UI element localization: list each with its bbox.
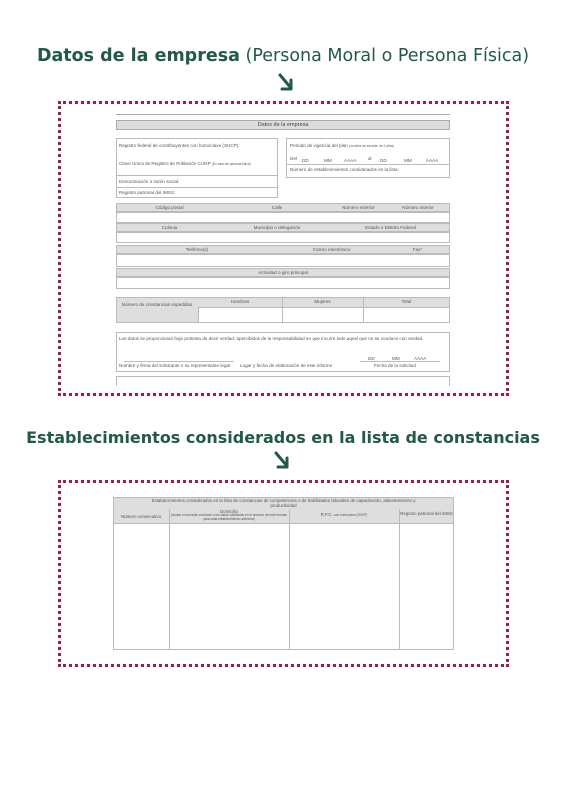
date-dd: DD — [302, 158, 309, 163]
list-title: Establecimientos considerados en la lista de constancias de competencias o de habilidades laborales de capacitación, adiestramiento y productividad — [151, 498, 416, 508]
num-establecimientos-label: Número de establecimientos considerados en la lista: — [290, 167, 399, 172]
heading-bold-text: Datos de la empresa — [36, 46, 240, 66]
date-aaaa: AAAA — [344, 158, 357, 163]
section-heading-establishments: Establecimientos considerados en la lista de constancias — [26, 428, 540, 447]
column-divider — [169, 509, 170, 650]
heading-light-text: (Persona Moral o Persona Física) — [245, 46, 530, 66]
colonia-header: Colonia — [161, 225, 178, 230]
actividad-input-row — [116, 277, 450, 289]
divider — [116, 175, 278, 176]
fecha-label: Fecha de la solicitud — [374, 363, 416, 368]
numero-exterior-header: Número exterior — [342, 205, 375, 210]
numero-interior-header: Número interior — [402, 205, 434, 210]
location-input-row — [116, 232, 450, 243]
declaration-text: Los datos se proporcionan bajo protesta de decir verdad, apercibidos de la responsabilidad en que incurre todo aquel que no se conduce con verdad. — [119, 336, 424, 341]
lugar-label: Lugar y fecha de elaboración de este informe — [240, 363, 333, 368]
date-mm: MM — [404, 158, 412, 163]
divider — [363, 297, 364, 323]
divider — [286, 164, 450, 165]
numero-consecutivo-header: Número consecutivo — [120, 514, 162, 519]
constancias-values — [198, 307, 450, 323]
contact-input-row — [116, 254, 450, 267]
signature-line — [124, 361, 234, 362]
actividad-header: Actividad o giro principal — [258, 270, 308, 275]
date-mm: MM — [324, 158, 332, 163]
curp-label: Clave Única de Registro de Población CURP (En caso de persona física) — [119, 161, 251, 166]
calle-header: Calle — [271, 205, 283, 210]
list-body — [113, 524, 454, 650]
estado-header: Estado o Distrito Federal — [365, 225, 416, 230]
establishments-list-preview — [113, 497, 454, 650]
date-dd: DD — [368, 356, 375, 361]
date-line — [360, 361, 440, 362]
del-label: Del — [290, 156, 297, 161]
divider — [282, 297, 283, 323]
date-aaaa: AAAA — [414, 356, 427, 361]
date-aaaa: AAAA — [426, 158, 439, 163]
municipio-header: Municipio o delegación — [253, 225, 301, 230]
mujeres-header: Mujeres — [314, 299, 331, 304]
fax-header: Fax* — [412, 247, 423, 252]
registro-patronal-label: Registro patronal del IMSS: — [119, 190, 176, 195]
hombres-header: Hombres — [230, 299, 250, 304]
address-input-row — [116, 212, 450, 223]
denominacion-label: Denominación o razón social: — [119, 179, 180, 184]
divider — [116, 187, 278, 188]
vigencia-label: Periodo de vigencia del plan (no debe de exceder de 2 años) — [290, 143, 395, 148]
registro-patronal-header: Registro patronal del IMSS — [400, 511, 453, 516]
constancias-label: Número de constancias expedidas — [121, 302, 193, 307]
company-form-preview — [116, 108, 450, 386]
arrow-down-icon — [276, 72, 298, 94]
section-heading-company-data — [0, 46, 566, 66]
date-mm: MM — [392, 356, 400, 361]
rfc-header: R.F.C. con homoclave (SHCP) — [320, 512, 368, 517]
form-title: Datos de la empresa — [116, 120, 450, 130]
al-label: al — [368, 156, 372, 161]
footer-box — [116, 376, 450, 386]
column-divider — [289, 509, 290, 650]
date-dd: DD — [380, 158, 387, 163]
firma-label: Nombre y firma del solicitante o su representante legal — [119, 363, 231, 368]
total-header: Total — [401, 299, 412, 304]
rfc-label: Registro federal de contribuyentes con homoclave (SHCP): — [119, 143, 240, 148]
codigo-postal-header: Código postal — [155, 205, 184, 210]
telefono-header: Teléfono(s) — [185, 247, 209, 252]
domicilio-header: Domicilio (Anotar el domicilio conforme a los datos solicitados en el anverso de este formato para cada establecimiento adicional) — [170, 509, 288, 521]
form-top-rule — [116, 114, 450, 115]
column-divider — [399, 509, 400, 650]
correo-header: Correo electrónico — [312, 247, 351, 252]
arrow-down-icon — [272, 450, 294, 472]
